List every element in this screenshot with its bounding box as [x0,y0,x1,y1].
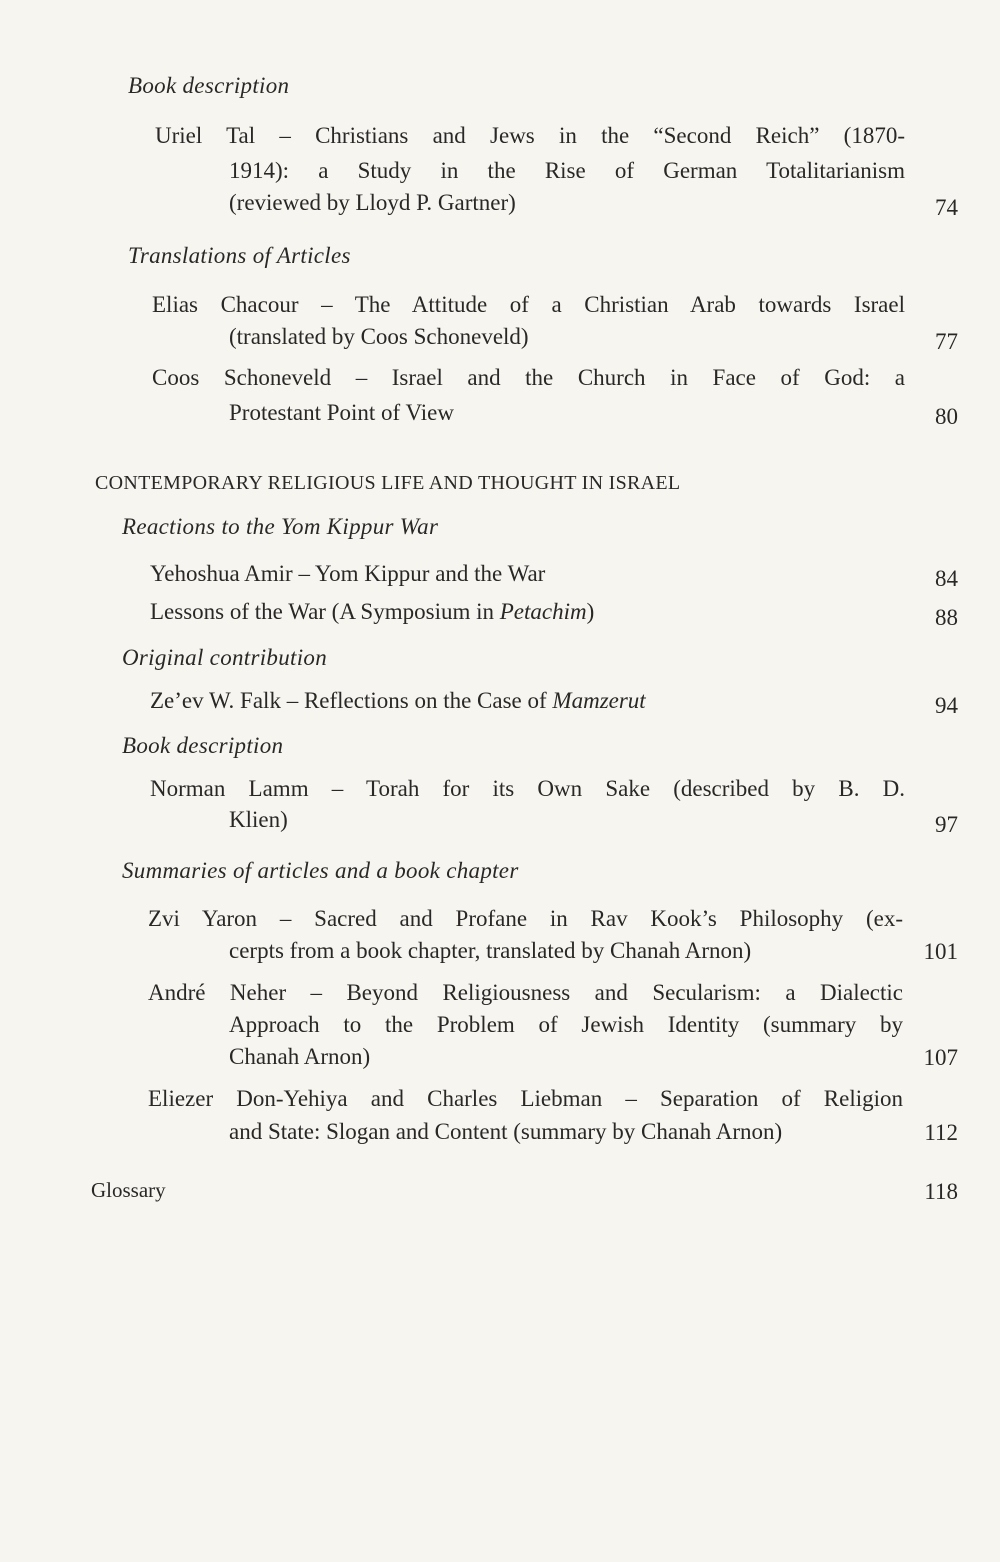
page-number: 74 [935,195,958,220]
section-heading-original: Original contribution [122,645,328,670]
page-number: 77 [935,329,958,354]
entry-yaron-line-2: cerpts from a book chapter, translated by Chanah Arnon) [229,938,752,963]
page-number: 107 [923,1045,958,1070]
entry-falk-line-1 [150,685,646,717]
entry-neher-line-3: Chanah Arnon) [229,1044,371,1069]
page-number: 88 [935,605,958,630]
entry-neher-line-1: André Neher – Beyond Religiousness and Secularism: a Dialectic [148,980,903,1005]
section-heading-reactions: Reactions to the Yom Kippur War [122,514,439,539]
page-number: 80 [935,404,958,429]
page-number: 112 [924,1120,958,1145]
entry-lessons-line-1 [150,596,594,628]
entry-chacour-line-2: (translated by Coos Schoneveld) [229,324,529,349]
section-heading-summaries: Summaries of articles and a book chapter [122,858,519,883]
page-number: 97 [935,812,958,837]
section-title-contemporary: CONTEMPORARY RELIGIOUS LIFE AND THOUGHT IN ISRAEL [95,472,681,494]
entry-tal-line-3: (reviewed by Lloyd P. Gartner) [229,190,516,215]
entry-lessons-title: Petachim [499,599,587,624]
entry-falk-text: Ze’ev W. Falk – Reflections on the Case of [150,688,553,713]
entry-chacour-line-1: Elias Chacour – The Attitude of a Christian Arab towards Israel [152,292,905,317]
entry-lessons-text: Lessons of the War (A Symposium in [150,599,500,624]
entry-yaron-line-1: Zvi Yaron – Sacred and Profane in Rav Kook’s Philosophy (ex- [148,906,903,931]
entry-lamm-line-1: Norman Lamm – Torah for its Own Sake (described by B. D. [150,776,905,801]
page-number: 118 [924,1179,958,1204]
entry-donyehiya-line-2: and State: Slogan and Content (summary by Chanah Arnon) [229,1119,783,1144]
entry-falk-title: Mamzerut [552,688,646,713]
section-heading-book-description: Book description [128,73,290,98]
entry-tal-line-1: Uriel Tal – Christians and Jews in the “Second Reich” (1870- [155,123,905,148]
page-number: 84 [935,566,958,591]
glossary-label: Glossary [91,1178,166,1202]
entry-neher-line-2: Approach to the Problem of Jewish Identity (summary by [229,1012,903,1037]
entry-lessons-close: ) [586,599,595,624]
page-number: 94 [935,693,958,718]
section-heading-translations: Translations of Articles [128,243,351,268]
entry-amir-line-1: Yehoshua Amir – Yom Kippur and the War [150,561,546,586]
entry-tal-line-2: 1914): a Study in the Rise of German Totalitarianism [229,158,905,183]
entry-schoneveld-line-2: Protestant Point of View [229,400,454,425]
section-heading-book-description: Book description [122,733,284,758]
entry-donyehiya-line-1: Eliezer Don-Yehiya and Charles Liebman – Separation of Religion [148,1086,903,1111]
page-number: 101 [923,939,958,964]
entry-lamm-line-2: Klien) [229,807,288,832]
entry-schoneveld-line-1: Coos Schoneveld – Israel and the Church in Face of God: a [152,365,905,390]
